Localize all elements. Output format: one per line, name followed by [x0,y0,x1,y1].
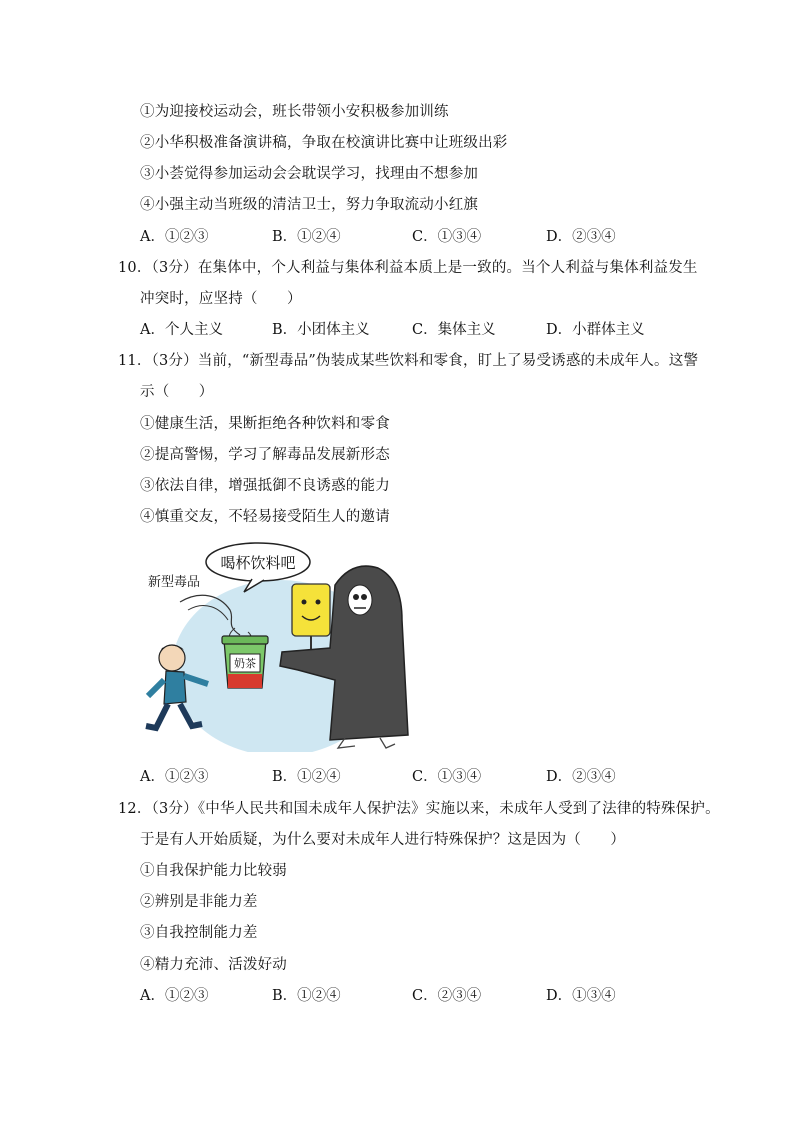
milk-tea-cup [222,636,268,688]
q9-option-b: B．①②④ [272,229,341,245]
speech-text: 喝杯饮料吧 [220,554,296,572]
q11-item-1: ①健康生活，果断拒绝各种饮料和零食 [140,416,390,432]
q9-option-c: C．①③④ [412,229,482,245]
q12-item-1: ①自我保护能力比较弱 [140,863,287,879]
q10-option-d: D．小群体主义 [546,322,645,338]
cartoon-svg [140,540,415,752]
new-drug-label: 新型毒品 [148,575,201,590]
drug-warning-illustration [140,540,415,752]
q12-option-b: B．①②④ [272,988,341,1004]
q9-option-a: A．①②③ [140,229,209,245]
q12-item-4: ④精力充沛、活泼好动 [140,957,287,973]
q12-option-a: A．①②③ [140,988,209,1004]
q11-item-2: ②提高警惕，学习了解毒品发展新形态 [140,447,390,463]
q11-option-d: D．②③④ [546,769,616,785]
q12-stem-line1: 12．（3分）《中华人民共和国未成年人保护法》实施以来，未成年人受到了法律的特殊保护。 [118,801,720,817]
q12-stem-line2: 于是有人开始质疑，为什么要对未成年人进行特殊保护？这是因为（ ） [140,832,626,848]
q11-option-a: A．①②③ [140,769,209,785]
q10-option-a: A．个人主义 [140,322,223,338]
q12-option-c: C．②③④ [412,988,482,1004]
q12-option-d: D．①③④ [546,988,616,1004]
cup-label: 奶茶 [234,657,256,670]
q11-stem-line2: 示（ ） [140,384,214,400]
q11-item-3: ③依法自律，增强抵御不良诱惑的能力 [140,478,390,494]
q10-stem-line1: 10．（3分）在集体中，个人利益与集体利益本质上是一致的。当个人利益与集体利益发生 [118,260,698,276]
q10-stem-line2: 冲突时，应坚持（ ） [140,291,302,307]
q11-item-4: ④慎重交友，不轻易接受陌生人的邀请 [140,509,390,525]
q10-option-c: C．集体主义 [412,322,496,338]
q12-item-3: ③自我控制能力差 [140,925,258,941]
q11-stem-line1: 11．（3分）当前，“新型毒品”伪装成某些饮料和零食，盯上了易受诱惑的未成年人。这警 [118,353,699,369]
q9-item-4: ④小强主动当班级的清洁卫士，努力争取流动小红旗 [140,197,479,213]
q9-item-2: ②小华积极准备演讲稿，争取在校演讲比赛中让班级出彩 [140,135,508,151]
q9-item-1: ①为迎接校运动会，班长带领小安积极参加训练 [140,104,449,120]
q9-option-d: D．②③④ [546,229,616,245]
q9-item-3: ③小荟觉得参加运动会会耽误学习，找理由不想参加 [140,166,479,182]
q12-item-2: ②辨别是非能力差 [140,894,258,910]
q10-option-b: B．小团体主义 [272,322,370,338]
q11-option-c: C．①③④ [412,769,482,785]
q11-option-b: B．①②④ [272,769,341,785]
